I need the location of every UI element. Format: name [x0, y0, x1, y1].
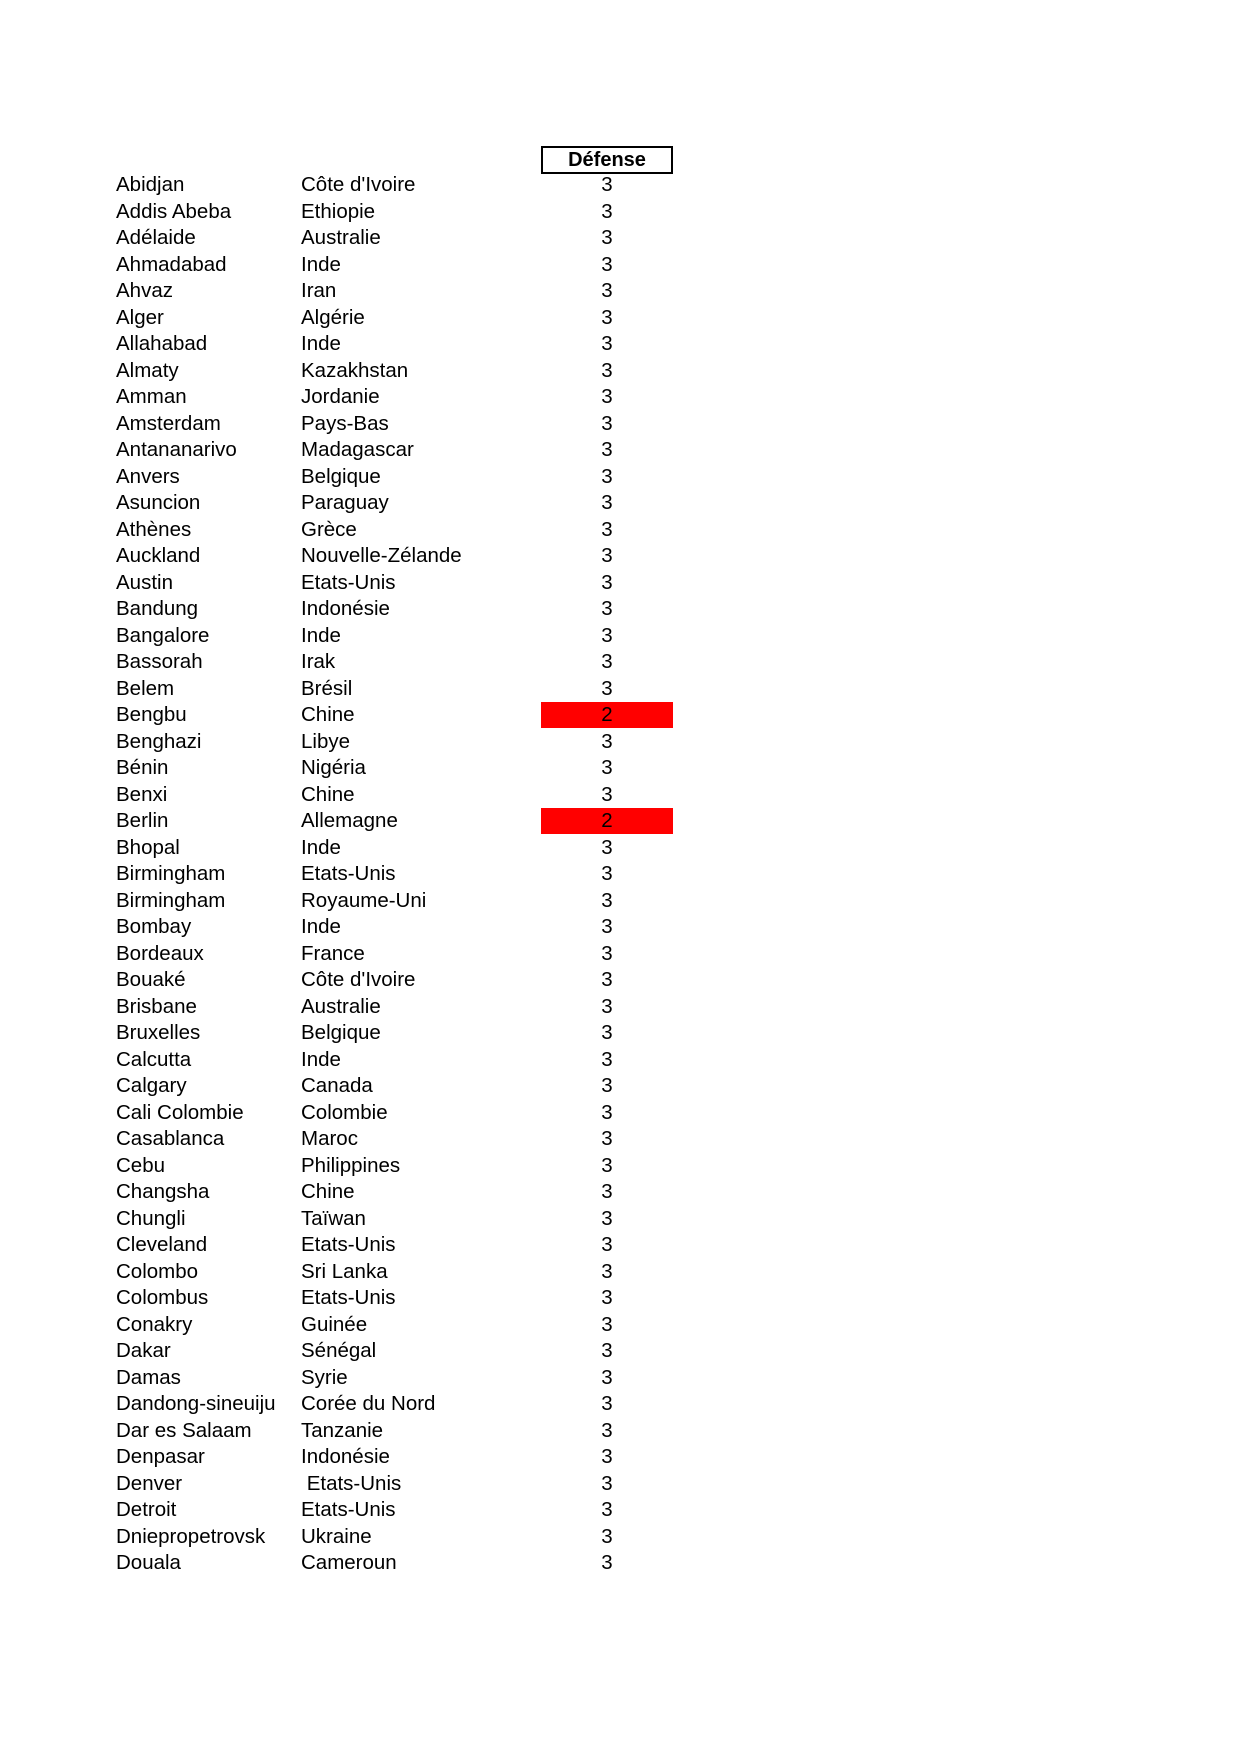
city-cell[interactable]: Antananarivo — [116, 438, 237, 461]
city-cell[interactable]: Calcutta — [116, 1047, 192, 1071]
table-row — [0, 835, 1241, 862]
city-cell[interactable]: Bruxelles — [116, 1021, 201, 1044]
country-cell[interactable]: Nouvelle-Zélande — [301, 544, 462, 567]
country-cell[interactable]: Algérie — [301, 305, 365, 329]
table-row — [0, 464, 1241, 491]
table-row — [0, 994, 1241, 1021]
city-cell[interactable]: Anvers — [116, 464, 180, 488]
country-cell[interactable]: Côte d'Ivoire — [301, 173, 416, 196]
country-cell[interactable]: Etats-Unis — [301, 1471, 402, 1495]
defense-value-cell[interactable]: 3 — [601, 1180, 613, 1203]
defense-value-cell[interactable]: 3 — [601, 1524, 613, 1548]
defense-value-cell[interactable]: 3 — [601, 915, 613, 938]
table-row — [0, 861, 1241, 888]
defense-value-cell[interactable]: 3 — [601, 1365, 613, 1389]
defense-value-cell[interactable]: 3 — [601, 1233, 613, 1256]
table-row — [0, 1497, 1241, 1524]
defense-value-cell[interactable]: 3 — [601, 994, 613, 1018]
table-row — [0, 1391, 1241, 1418]
country-cell[interactable]: Chine — [301, 703, 355, 726]
table-row — [0, 517, 1241, 544]
defense-value-cell[interactable]: 3 — [601, 1127, 613, 1150]
country-cell[interactable]: Inde — [301, 835, 341, 859]
city-cell[interactable]: Benxi — [116, 782, 168, 806]
country-cell[interactable]: Tanzanie — [301, 1418, 384, 1442]
defense-value-cell[interactable]: 3 — [601, 756, 613, 779]
table-row — [0, 331, 1241, 358]
country-cell[interactable]: Iran — [301, 279, 337, 302]
country-cell[interactable]: Allemagne — [301, 809, 398, 832]
country-cell[interactable]: Libye — [301, 729, 351, 753]
city-cell[interactable]: Colombo — [116, 1259, 199, 1283]
table-row — [0, 199, 1241, 226]
city-cell[interactable]: Auckland — [116, 544, 201, 567]
city-cell[interactable]: Bengbu — [116, 703, 187, 726]
table-row — [0, 305, 1241, 332]
city-cell[interactable]: Alger — [116, 305, 164, 329]
table-row — [0, 490, 1241, 517]
country-cell[interactable]: Australie — [301, 994, 381, 1018]
table-row — [0, 278, 1241, 305]
country-cell[interactable]: Belgique — [301, 1021, 381, 1044]
defense-value-cell[interactable]: 3 — [601, 1312, 613, 1336]
defense-value-cell[interactable]: 3 — [601, 199, 613, 223]
city-cell[interactable]: Adélaide — [116, 226, 196, 249]
defense-value-cell[interactable]: 3 — [601, 1074, 613, 1097]
city-cell[interactable]: Bangalore — [116, 623, 210, 647]
table-row — [0, 1153, 1241, 1180]
defense-value-cell[interactable]: 3 — [601, 1259, 613, 1283]
table-row — [0, 570, 1241, 597]
city-cell[interactable]: Amsterdam — [116, 411, 221, 435]
defense-value-cell[interactable]: 3 — [601, 1445, 613, 1468]
city-cell[interactable]: Abidjan — [116, 173, 185, 196]
defense-value-cell[interactable]: 3 — [601, 544, 613, 567]
table-row — [0, 1471, 1241, 1498]
city-cell[interactable]: Allahabad — [116, 332, 208, 355]
city-cell[interactable]: Conakry — [116, 1312, 193, 1336]
table-row — [0, 702, 1241, 729]
country-cell[interactable]: Inde — [301, 623, 341, 647]
table-row — [0, 437, 1241, 464]
country-cell[interactable]: Taïwan — [301, 1206, 366, 1230]
city-cell[interactable]: Birmingham — [116, 888, 226, 912]
defense-value-cell[interactable]: 3 — [601, 173, 613, 196]
country-cell[interactable]: Sri Lanka — [301, 1259, 388, 1283]
city-cell[interactable]: Bandung — [116, 597, 199, 620]
city-cell[interactable]: Casablanca — [116, 1127, 225, 1150]
defense-value-cell[interactable]: 3 — [601, 1021, 613, 1044]
defense-value-cell[interactable]: 3 — [601, 1286, 613, 1309]
country-cell[interactable]: Etats-Unis — [301, 1286, 396, 1309]
table-row — [0, 543, 1241, 570]
table-row — [0, 384, 1241, 411]
defense-column-header[interactable]: Défense — [541, 146, 673, 174]
city-cell[interactable]: Bénin — [116, 756, 169, 779]
country-cell[interactable]: Corée du Nord — [301, 1392, 436, 1415]
country-cell[interactable]: Chine — [301, 1180, 355, 1203]
defense-value-cell[interactable]: 3 — [601, 279, 613, 302]
defense-value-cell[interactable]: 3 — [601, 1498, 613, 1521]
country-cell[interactable]: Australie — [301, 226, 381, 249]
country-cell[interactable]: Nigéria — [301, 756, 366, 779]
country-cell[interactable]: Pays-Bas — [301, 411, 389, 435]
country-cell[interactable]: Ukraine — [301, 1524, 372, 1548]
country-cell[interactable]: Sénégal — [301, 1339, 377, 1362]
country-cell[interactable]: Ethiopie — [301, 199, 376, 223]
defense-value-cell-highlighted[interactable]: 2 — [541, 808, 673, 834]
city-cell[interactable]: Dar es Salaam — [116, 1418, 252, 1442]
country-cell[interactable]: Indonésie — [301, 1445, 390, 1468]
city-cell[interactable]: Bhopal — [116, 835, 180, 859]
country-cell[interactable]: Etats-Unis — [301, 1498, 396, 1521]
defense-value-cell[interactable]: 3 — [601, 1153, 613, 1177]
defense-value-cell[interactable]: 3 — [601, 676, 613, 700]
city-cell[interactable]: Cebu — [116, 1153, 166, 1177]
city-cell[interactable]: Asuncion — [116, 491, 201, 514]
defense-value-cell[interactable]: 3 — [601, 332, 613, 355]
country-cell[interactable]: Royaume-Uni — [301, 888, 427, 912]
defense-value-cell[interactable]: 3 — [601, 1392, 613, 1415]
defense-value-cell[interactable]: 3 — [601, 305, 613, 329]
defense-value-cell[interactable]: 3 — [601, 358, 613, 382]
country-cell[interactable]: Inde — [301, 252, 341, 276]
defense-value-cell[interactable]: 3 — [601, 1339, 613, 1362]
country-cell[interactable]: Belgique — [301, 464, 381, 488]
table-row — [0, 967, 1241, 994]
city-cell[interactable]: Almaty — [116, 358, 179, 382]
country-cell[interactable]: Brésil — [301, 676, 353, 700]
table-row — [0, 1550, 1241, 1577]
defense-value-cell[interactable]: 3 — [601, 1047, 613, 1071]
city-cell[interactable]: Detroit — [116, 1498, 177, 1521]
table-row — [0, 1073, 1241, 1100]
country-cell[interactable]: Cameroun — [301, 1551, 397, 1574]
defense-value-cell[interactable]: 3 — [601, 650, 613, 673]
table-row — [0, 596, 1241, 623]
table-row — [0, 888, 1241, 915]
defense-value-cell[interactable]: 3 — [601, 1471, 613, 1495]
defense-value-cell[interactable]: 3 — [601, 226, 613, 249]
city-cell[interactable]: Bassorah — [116, 650, 203, 673]
table-row — [0, 1047, 1241, 1074]
table-row — [0, 914, 1241, 941]
country-cell[interactable]: Guinée — [301, 1312, 368, 1336]
city-cell[interactable]: Changsha — [116, 1180, 210, 1203]
defense-value-cell[interactable]: 3 — [601, 1100, 613, 1124]
country-cell[interactable]: Kazakhstan — [301, 358, 409, 382]
country-cell[interactable]: Etats-Unis — [301, 862, 396, 885]
city-cell[interactable]: Calgary — [116, 1074, 187, 1097]
defense-value-cell[interactable]: 3 — [601, 491, 613, 514]
table-row — [0, 782, 1241, 809]
country-cell[interactable]: Canada — [301, 1074, 373, 1097]
defense-value-cell[interactable]: 3 — [601, 862, 613, 885]
defense-value-cell[interactable]: 3 — [601, 438, 613, 461]
country-cell[interactable]: Madagascar — [301, 438, 414, 461]
table-row — [0, 1259, 1241, 1286]
city-cell[interactable]: Athènes — [116, 517, 192, 541]
country-cell[interactable]: Indonésie — [301, 597, 390, 620]
table-row — [0, 676, 1241, 703]
defense-value-cell-highlighted[interactable]: 2 — [541, 702, 673, 728]
table-row — [0, 729, 1241, 756]
city-cell[interactable]: Amman — [116, 385, 187, 408]
city-cell[interactable]: Bordeaux — [116, 941, 204, 965]
table-row — [0, 1312, 1241, 1339]
country-cell[interactable]: Colombie — [301, 1100, 388, 1124]
table-row — [0, 941, 1241, 968]
table-row — [0, 1338, 1241, 1365]
city-cell[interactable]: Denver — [116, 1471, 183, 1495]
table-row — [0, 172, 1241, 199]
table-row — [0, 808, 1241, 835]
country-cell[interactable]: Syrie — [301, 1365, 348, 1389]
city-cell[interactable]: Denpasar — [116, 1445, 205, 1468]
defense-value-cell[interactable]: 3 — [601, 623, 613, 647]
defense-value-cell[interactable]: 3 — [601, 597, 613, 620]
country-cell[interactable]: Inde — [301, 332, 341, 355]
city-cell[interactable]: Douala — [116, 1551, 181, 1574]
city-cell[interactable]: Colombus — [116, 1286, 209, 1309]
table-row — [0, 1179, 1241, 1206]
city-cell[interactable]: Benghazi — [116, 729, 202, 753]
city-cell[interactable]: Bombay — [116, 915, 192, 938]
country-cell[interactable]: Irak — [301, 650, 336, 673]
country-cell[interactable]: Etats-Unis — [301, 570, 396, 594]
table-row — [0, 225, 1241, 252]
country-cell[interactable]: Chine — [301, 782, 355, 806]
defense-value-cell[interactable]: 3 — [601, 729, 613, 753]
table-row — [0, 1232, 1241, 1259]
table-row — [0, 1524, 1241, 1551]
city-cell[interactable]: Ahvaz — [116, 279, 173, 302]
defense-value-cell[interactable]: 3 — [601, 464, 613, 488]
defense-value-cell[interactable]: 3 — [601, 888, 613, 912]
defense-value-cell[interactable]: 3 — [601, 835, 613, 859]
city-cell[interactable]: Dandong-sineuiju — [116, 1392, 276, 1415]
defense-value-cell[interactable]: 3 — [601, 411, 613, 435]
defense-value-cell[interactable]: 3 — [601, 1206, 613, 1230]
defense-value-cell[interactable]: 3 — [601, 385, 613, 408]
table-row — [0, 649, 1241, 676]
table-row — [0, 1206, 1241, 1233]
country-cell[interactable]: France — [301, 941, 365, 965]
country-cell[interactable]: Etats-Unis — [301, 1233, 396, 1256]
country-cell[interactable]: Paraguay — [301, 491, 389, 514]
city-cell[interactable]: Brisbane — [116, 994, 197, 1018]
city-cell[interactable]: Damas — [116, 1365, 181, 1389]
table-row — [0, 252, 1241, 279]
country-cell[interactable]: Inde — [301, 1047, 341, 1071]
country-cell[interactable]: Inde — [301, 915, 341, 938]
city-cell[interactable]: Cleveland — [116, 1233, 208, 1256]
city-cell[interactable]: Dakar — [116, 1339, 171, 1362]
city-cell[interactable]: Belem — [116, 676, 175, 700]
defense-value-cell[interactable]: 3 — [601, 1551, 613, 1574]
table-row — [0, 358, 1241, 385]
table-row — [0, 623, 1241, 650]
city-cell[interactable]: Birmingham — [116, 862, 226, 885]
defense-value-cell[interactable]: 3 — [601, 570, 613, 594]
city-cell[interactable]: Chungli — [116, 1206, 186, 1230]
city-cell[interactable]: Dniepropetrovsk — [116, 1524, 266, 1548]
defense-value-cell[interactable]: 3 — [601, 941, 613, 965]
country-cell[interactable]: Grèce — [301, 517, 357, 541]
defense-value-cell[interactable]: 3 — [601, 1418, 613, 1442]
city-cell[interactable]: Cali Colombie — [116, 1100, 244, 1124]
table-row — [0, 1365, 1241, 1392]
table-row — [0, 411, 1241, 438]
city-cell[interactable]: Ahmadabad — [116, 252, 227, 276]
city-cell[interactable]: Berlin — [116, 809, 169, 832]
defense-value-cell[interactable]: 3 — [601, 968, 613, 991]
country-cell[interactable]: Côte d'Ivoire — [301, 968, 416, 991]
table-row — [0, 1020, 1241, 1047]
table-row — [0, 1285, 1241, 1312]
country-cell[interactable]: Maroc — [301, 1127, 358, 1150]
table-row — [0, 755, 1241, 782]
defense-value-cell[interactable]: 3 — [601, 252, 613, 276]
table-row — [0, 1418, 1241, 1445]
country-cell[interactable]: Jordanie — [301, 385, 380, 408]
table-row — [0, 1100, 1241, 1127]
city-cell[interactable]: Bouaké — [116, 968, 186, 991]
city-cell[interactable]: Austin — [116, 570, 173, 594]
city-cell[interactable]: Addis Abeba — [116, 199, 232, 223]
defense-value-cell[interactable]: 3 — [601, 782, 613, 806]
defense-value-cell[interactable]: 3 — [601, 517, 613, 541]
table-row — [0, 1126, 1241, 1153]
country-cell[interactable]: Philippines — [301, 1153, 401, 1177]
table-row — [0, 1444, 1241, 1471]
